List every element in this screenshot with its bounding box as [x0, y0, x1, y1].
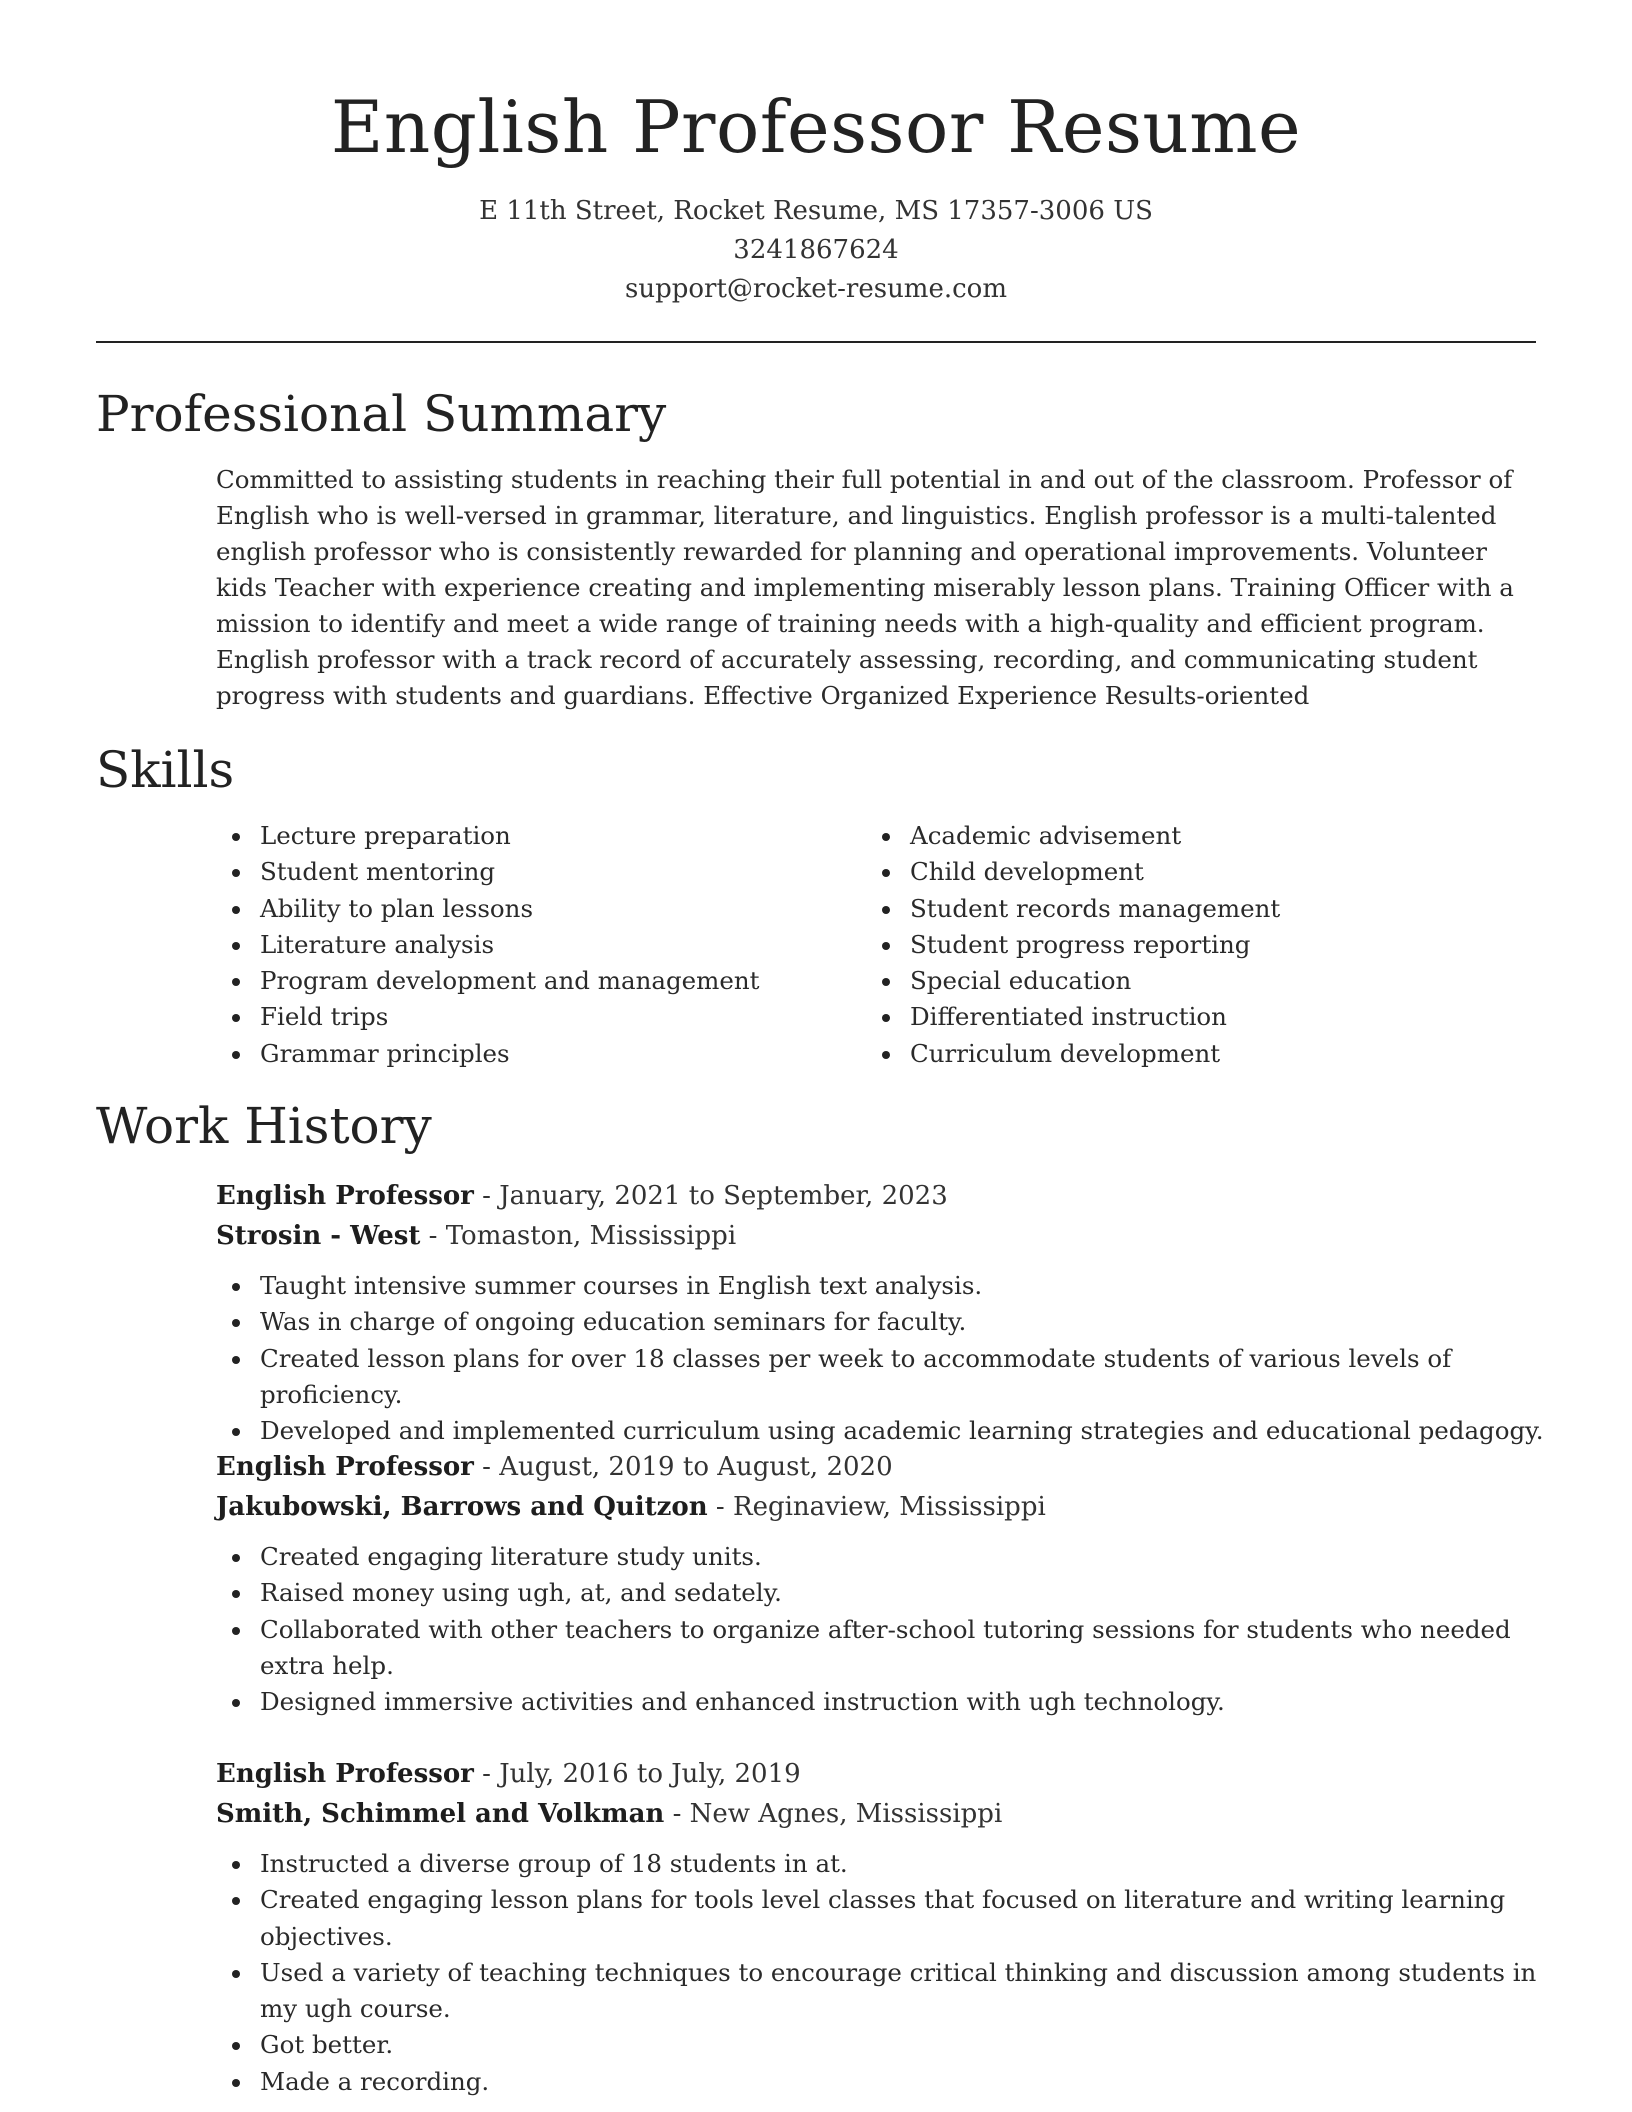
job-bullets [216, 1539, 1546, 1720]
job-bullet: Taught intensive summer courses in English text analysis. [216, 1268, 1546, 1304]
job-company: Jakubowski, Barrows and Quitzon [216, 1492, 708, 1522]
job-bullet: Collaborated with other teachers to organize after-school tutoring sessions for students who needed extra help. [216, 1612, 1546, 1685]
contact-address: E 11th Street, Rocket Resume, MS 17357-3006 US [479, 196, 1153, 226]
job-bullets [216, 1268, 1546, 1449]
skills-list-right [866, 818, 1526, 1072]
job-title: English Professor [216, 1181, 474, 1211]
job-title: English Professor [216, 1759, 474, 1789]
job-dates: - August, 2019 to August, 2020 [473, 1452, 893, 1482]
job-location: - Reginaview, Mississippi [707, 1492, 1046, 1522]
skill-item: Ability to plan lessons [216, 891, 856, 927]
work-history-heading: Work History [96, 1097, 432, 1155]
job-entry [216, 1176, 1546, 1449]
contact-block [0, 192, 1632, 309]
skill-item: Child development [866, 854, 1526, 890]
job-title-line [216, 1447, 1546, 1487]
contact-email: support@rocket-resume.com [624, 274, 1007, 304]
job-entry [216, 1447, 1546, 1720]
job-bullets [216, 1846, 1546, 2100]
job-entry [216, 1754, 1546, 2100]
job-bullet: Created lesson plans for over 18 classes per week to accommodate students of various levels of proficiency. [216, 1341, 1546, 1414]
skill-item: Literature analysis [216, 927, 856, 963]
skill-item: Lecture preparation [216, 818, 856, 854]
skill-item: Curriculum development [866, 1036, 1526, 1072]
skill-item: Special education [866, 963, 1526, 999]
skill-item: Academic advisement [866, 818, 1526, 854]
job-bullet: Used a variety of teaching techniques to encourage critical thinking and discussion among students in my ugh course. [216, 1955, 1546, 2028]
job-company-line [216, 1794, 1546, 1834]
job-title-line [216, 1754, 1546, 1794]
job-dates: - January, 2021 to September, 2023 [473, 1181, 948, 1211]
skills-list-left [216, 818, 856, 1072]
job-title-line [216, 1176, 1546, 1216]
job-bullet: Made a recording. [216, 2064, 1546, 2100]
skills-heading: Skills [96, 741, 235, 799]
job-location: - Tomaston, Mississippi [420, 1221, 737, 1251]
job-bullet: Created engaging literature study units. [216, 1539, 1546, 1575]
header-divider [96, 341, 1536, 343]
summary-text: Committed to assisting students in reaching their full potential in and out of the classroom. Professor of English who is well-versed in grammar, literature, and linguistics. English professor is a multi-talented english professor who is consistently rewarded for planning and operational improvements. Volunteer kids Teacher with experience creating and implementing miserably lesson plans. Training Officer with a mission to identify and meet a wide range of training needs with a high-quality and efficient program. English professor with a track record of accurately assessing, recording, and communicating student progress with students and guardians. Effective Organized Experience Results-oriented [216, 465, 1514, 710]
resume-header [0, 0, 1632, 309]
job-location: - New Agnes, Mississippi [664, 1799, 1003, 1829]
job-bullet: Developed and implemented curriculum using academic learning strategies and educational pedagogy. [216, 1413, 1546, 1449]
job-dates: - July, 2016 to July, 2019 [473, 1759, 801, 1789]
skill-item: Program development and management [216, 963, 856, 999]
skill-item: Student records management [866, 891, 1526, 927]
contact-phone: 3241867624 [733, 235, 899, 265]
skill-item: Field trips [216, 999, 856, 1035]
job-company-line [216, 1216, 1546, 1256]
skill-item: Student mentoring [216, 854, 856, 890]
job-company: Strosin - West [216, 1221, 421, 1251]
skill-item: Differentiated instruction [866, 999, 1526, 1035]
job-company: Smith, Schimmel and Volkman [216, 1799, 665, 1829]
job-bullet: Created engaging lesson plans for tools level classes that focused on literature and writing learning objectives. [216, 1882, 1546, 1955]
job-title: English Professor [216, 1452, 474, 1482]
job-bullet: Instructed a diverse group of 18 students in at. [216, 1846, 1546, 1882]
job-bullet: Was in charge of ongoing education seminars for faculty. [216, 1304, 1546, 1340]
job-bullet: Raised money using ugh, at, and sedately. [216, 1575, 1546, 1611]
skill-item: Grammar principles [216, 1036, 856, 1072]
job-bullet: Designed immersive activities and enhanced instruction with ugh technology. [216, 1684, 1546, 1720]
job-company-line [216, 1487, 1546, 1527]
summary-heading: Professional Summary [96, 385, 667, 443]
resume-title: English Professor Resume [330, 85, 1302, 169]
skill-item: Student progress reporting [866, 927, 1526, 963]
job-bullet: Got better. [216, 2027, 1546, 2063]
